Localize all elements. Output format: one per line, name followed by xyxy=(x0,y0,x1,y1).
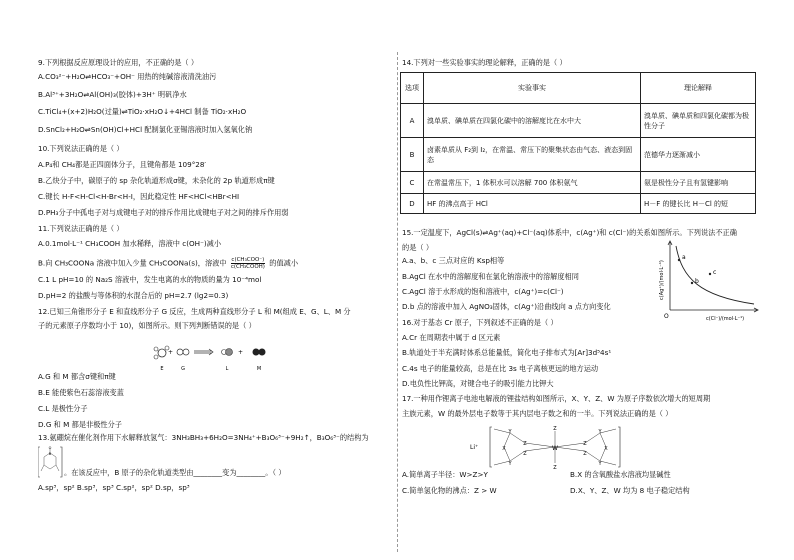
q16-option-b: B.轨道处于半充满时体系总能量低，简化电子排布式为[Ar]3d⁵4s¹ xyxy=(402,348,612,357)
q16-option-d: D.电负性比钾高，对键合电子的吸引能力比钾大 xyxy=(402,379,554,388)
q11-option-c: C.1 L pH=10 的 Na₂S 溶液中，发生电离的水的物质的量为 10⁻⁴mol xyxy=(38,275,262,284)
molecule-m xyxy=(253,349,266,356)
table-row xyxy=(401,172,756,194)
q12-reaction-diagram xyxy=(152,340,282,372)
point-c xyxy=(709,273,711,275)
row-b-theory: 范德华力逐渐减小 xyxy=(641,138,756,172)
atom-b: B xyxy=(48,452,52,456)
atom-y-4: Y xyxy=(598,461,602,467)
q11-fraction-numerator: c(CH₃COO⁻) xyxy=(231,257,265,263)
q10-option-a: A.P₄和 CH₄都是正四面体分子，且键角都是 109°28′ xyxy=(38,160,207,169)
molecule-e xyxy=(154,346,169,359)
x-axis-label: c(Cl⁻)/(mol·L⁻¹) xyxy=(706,316,745,322)
table-row xyxy=(401,138,756,172)
row-d-fact: HF 的沸点高于 HCl xyxy=(424,194,641,214)
row-a-option: A xyxy=(401,104,424,138)
molecule-g xyxy=(177,349,189,355)
q10-option-d: D.PH₃分子中孤电子对与成键电子对的排斥作用比成键电子对之间的排斥作用弱 xyxy=(38,208,289,217)
q17-option-a: A.简单离子半径：W>Z>Y xyxy=(402,470,488,479)
bracket-left xyxy=(490,427,492,467)
label-g: G xyxy=(181,366,185,372)
atom-z-2: Z xyxy=(523,451,527,457)
atom-y-1: Y xyxy=(508,429,512,435)
q17-option-c: C.简单氢化物的沸点：Z > W xyxy=(402,486,497,495)
atom-z-3: Z xyxy=(583,441,587,447)
atom-y-3: Y xyxy=(598,429,602,435)
q9-option-b: B.Al³⁺+3H₂O⇌Al(OH)₃(胶体)+3H⁺ 明矾净水 xyxy=(38,90,187,99)
q17-option-b: B.X 的含氧酸盐水溶液均显碱性 xyxy=(570,470,671,479)
point-c-label: c xyxy=(713,269,717,276)
q12-option-c: C.L 是极性分子 xyxy=(38,404,88,413)
point-a xyxy=(678,259,680,261)
atom-o: O xyxy=(48,446,52,450)
q17-lithium-salt-structure xyxy=(470,423,640,471)
q9-option-c: C.TiCl₄+(x+2)H₂O(过量)⇌TiO₂·xH₂O↓+4HCl 制备 TiO₂·xH₂O xyxy=(38,107,247,116)
y-axis-label: c(Ag⁺)/(mol·L⁻¹) xyxy=(659,260,665,300)
table-header-row xyxy=(401,73,756,104)
q12-option-a: A.G 和 M 都含σ键和π键 xyxy=(38,372,116,381)
q13-stem: 13.氨硼烷在催化剂作用下水解释放氢气：3NH₃BH₃+6H₂O=3NH₄⁺+B₃O₆³⁻+9H₂↑，B₃O₆³⁻的结构为 xyxy=(38,433,369,442)
point-b xyxy=(691,282,693,284)
label-m: M xyxy=(256,366,262,372)
q13-b3o6-structure xyxy=(38,445,64,479)
q11-fraction-denominator: c(CH₃COOH) xyxy=(230,264,265,270)
atom-x-left: X xyxy=(502,446,506,452)
q12-option-b: B.E 能使紫色石蕊溶液变蓝 xyxy=(38,388,124,397)
table-row xyxy=(401,104,756,138)
column-divider xyxy=(397,52,398,552)
row-a-fact: 溴单质、碘单质在四氯化碳中的溶解度比在水中大 xyxy=(424,104,641,138)
row-d-theory: H－F 的键长比 H－Cl 的短 xyxy=(641,194,756,214)
point-a-label: a xyxy=(682,254,686,261)
q15-solubility-graph xyxy=(654,238,766,322)
q15-stem-line1: 15.一定温度下，AgCl(s)⇌Ag⁺(aq)+Cl⁻(aq)体系中，c(Ag⁺)和 c(Cl⁻)的关系如图所示。下列说法不正确 xyxy=(402,228,737,237)
q10-stem: 10.下列说法正确的是（ ） xyxy=(38,144,124,153)
header-option: 选项 xyxy=(401,73,424,104)
q15-option-a: A.a、b、c 三点对应的 Ksp相等 xyxy=(402,256,505,265)
li-cation: Li⁺ xyxy=(470,444,479,451)
q13-blank-text: 。在该反应中，B 原子的杂化轨道类型由________变为________。（ ） xyxy=(64,468,286,477)
atom-z-1: Z xyxy=(523,441,527,447)
table-row xyxy=(401,194,756,214)
atom-z-bottom: Z xyxy=(553,465,557,471)
q16-option-c: C.4s 电子的能量较高，总是在比 3s 电子离核更远的地方运动 xyxy=(402,364,599,373)
row-a-theory: 溴单质、碘单质和四氯化碳都为极性分子 xyxy=(641,104,756,138)
q15-option-b: B.AgCl 在水中的溶解度和在氯化钠溶液中的溶解度相同 xyxy=(402,272,579,281)
row-b-fact: 卤素单质从 F₂到 I₂，在常温、常压下的聚集状态由气态、液态到固态 xyxy=(424,138,641,172)
row-d-option: D xyxy=(401,194,424,214)
q10-option-c: C.键长 H-F<H-Cl<H-Br<H-I，因此稳定性 HF<HCl<HBr<HI xyxy=(38,192,240,201)
q15-stem-line2: 的是（ ） xyxy=(402,243,434,252)
q15-option-c: C.AgCl 溶于水形成的饱和溶液中，c(Ag⁺)=c(Cl⁻) xyxy=(402,287,564,296)
bracket-right xyxy=(618,427,620,467)
q17-option-d: D.X、Y、Z、W 均为 8 电子稳定结构 xyxy=(570,486,690,495)
atom-x-right: X xyxy=(604,446,608,452)
q13-options: A.sp³，sp² B.sp³，sp³ C.sp²，sp² D.sp，sp³ xyxy=(38,483,190,492)
q12-stem-line2: 子的元素原子序数均小于 10)，如图所示。则下列判断错误的是（ ） xyxy=(38,321,256,330)
label-e: E xyxy=(160,366,164,372)
row-c-option: C xyxy=(401,172,424,194)
plus-sign-2: + xyxy=(238,349,244,356)
origin-label: O xyxy=(664,313,669,320)
q12-option-d: D.G 和 M 都是非极性分子 xyxy=(38,420,122,429)
atom-z-4: Z xyxy=(583,451,587,457)
q16-stem: 16.对于基态 Cr 原子，下列叙述不正确的是（ ） xyxy=(402,318,558,327)
q16-option-a: A.Cr 在周期表中属于 d 区元素 xyxy=(402,333,501,342)
q11-option-a: A.0.1mol·L⁻¹ CH₃COOH 加水稀释，溶液中 c(OH⁻)减小 xyxy=(38,239,222,248)
q14-table xyxy=(400,72,756,214)
q12-stem-line1: 12.已知三角锥形分子 E 和直线形分子 G 反应，生成两种直线形分子 L 和 M(组成 E、G、L、M 分 xyxy=(38,307,351,316)
q9-stem: 9.下列根据反应原理设计的应用，不正确的是（ ） xyxy=(38,58,199,67)
q9-option-a: A.CO₃²⁻+H₂O⇌HCO₃⁻+OH⁻ 用热的纯碱溶液清洗油污 xyxy=(38,72,217,81)
q10-option-b: B.乙炔分子中，碳原子的 sp 杂化轨道形成σ键，未杂化的 2p 轨道形成π键 xyxy=(38,176,275,185)
header-fact: 实验事实 xyxy=(424,73,641,104)
row-c-theory: 氨是极性分子且有氢键影响 xyxy=(641,172,756,194)
atom-y-2: Y xyxy=(508,461,512,467)
label-l: L xyxy=(225,366,229,372)
reaction-arrow-icon xyxy=(194,349,213,355)
header-theory: 理论解释 xyxy=(641,73,756,104)
plus-sign: + xyxy=(168,349,174,356)
q9-option-d: D.SnCl₂+H₂O⇌Sn(OH)Cl+HCl 配制氯化亚锡溶液时加入氢氧化钠 xyxy=(38,125,253,134)
q17-stem-line2: 主族元素，W 的最外层电子数等于其内层电子数之和的一半。下列说法正确的是（ ） xyxy=(402,409,673,418)
point-b-label: b xyxy=(695,278,699,285)
atom-w: W xyxy=(552,445,558,452)
row-c-fact: 在常温常压下，1 体积水可以溶解 700 体积氨气 xyxy=(424,172,641,194)
q11-fraction xyxy=(231,257,265,270)
q11-stem: 11.下列说法正确的是（ ） xyxy=(38,224,124,233)
row-b-option: B xyxy=(401,138,424,172)
molecule-l xyxy=(222,349,233,356)
q15-option-d: D.b 点的溶液中加入 AgNO₃固体，c(Ag⁺)沿曲线向 a 点方向变化 xyxy=(402,302,611,311)
q11-option-b-tail: 的值减小 xyxy=(269,258,299,268)
q14-stem: 14.下列对一些实验事实的理论解释，正确的是（ ） xyxy=(402,58,567,67)
q11-option-b-text: B.向 CH₃COONa 溶液中加入少量 CH₃COONa(s)，溶液中 xyxy=(38,258,227,268)
atom-z-top: Z xyxy=(553,426,557,432)
q11-option-b xyxy=(38,257,298,270)
q17-stem-line1: 17.一种用作锂离子电池电解液的锂盐结构如图所示，X、Y、Z、W 为原子序数依次增大的短周期 xyxy=(402,394,711,403)
q11-option-d: D.pH=2 的盐酸与等体积的水混合后的 pH=2.7 (lg2=0.3) xyxy=(38,291,229,300)
